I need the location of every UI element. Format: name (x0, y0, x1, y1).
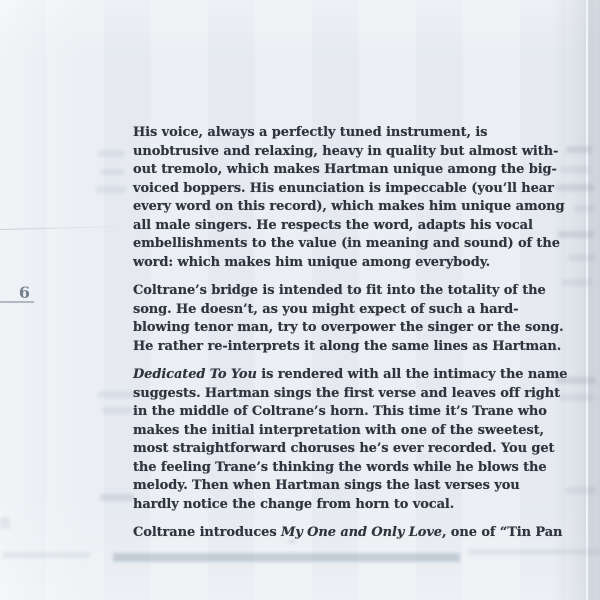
bleedthrough-mark (100, 494, 134, 501)
liner-notes-text (133, 124, 585, 553)
text-segment: Coltrane’s bridge is intended to fit into the totality of the (133, 283, 546, 298)
bleedthrough-mark (556, 377, 596, 384)
text-line (133, 161, 585, 180)
text-segment: melody. Then when Hartman sings the last verses you (133, 478, 520, 493)
text-segment: makes the initial interpretation with one of the sweetest, (133, 422, 544, 438)
bleedthrough-mark (566, 487, 596, 494)
bleedthrough-mark (556, 184, 594, 191)
text-segment: every word on this record), which makes him unique among (133, 199, 565, 214)
song-title: Dedicated To You (133, 367, 257, 382)
bleedthrough-mark (0, 517, 10, 529)
text-segment: voiced boppers. His enunciation is impeccable (you’ll hear (133, 180, 554, 196)
text-line (133, 198, 585, 217)
text-segment: blowing tenor man, try to overpower the singer or the song. (133, 320, 564, 335)
text-line (133, 366, 585, 385)
text-line (133, 180, 585, 199)
text-segment: out tremolo, which makes Hartman unique among the big- (133, 162, 557, 177)
text-segment: the feeling Trane’s thinking the words while he blows the (133, 459, 547, 475)
bleedthrough-mark (560, 394, 594, 401)
bleedthrough-mark (560, 166, 590, 173)
text-segment: embellishments to the value (in meaning and sound) of the (133, 236, 560, 251)
text-line (133, 124, 585, 143)
text-segment: He rather re-interprets it along the same lines as Hartman. (133, 338, 562, 354)
bleedthrough-mark (100, 169, 124, 175)
paper-crease-right (586, 0, 588, 600)
bleedthrough-mark (98, 391, 134, 398)
text-segment: , one of “Tin Pan (441, 525, 563, 540)
text-segment: is rendered with all the intimacy the name (256, 367, 568, 382)
page-number-text: 6 (18, 283, 30, 302)
text-line (133, 403, 585, 422)
paragraph (133, 282, 585, 356)
text-line (133, 319, 585, 338)
text-segment: all male singers. He respects the word, adapts his vocal (133, 217, 533, 233)
bleedthrough-mark (113, 553, 460, 562)
page-number (0, 283, 34, 303)
text-line (133, 217, 585, 236)
text-segment: most straightforward choruses he’s ever recorded. You get (133, 441, 555, 456)
bleedthrough-mark (468, 549, 600, 555)
text-line (133, 477, 585, 496)
bleedthrough-mark (558, 231, 594, 238)
text-segment: hardly notice the change from horn to vocal. (133, 496, 455, 512)
bleedthrough-mark (288, 540, 296, 543)
bleedthrough-mark (566, 146, 592, 153)
bleedthrough-mark (568, 254, 596, 261)
text-line (133, 143, 585, 162)
paper-crease-left (0, 226, 130, 230)
bleedthrough-mark (98, 150, 124, 157)
text-segment: suggests. Hartman sings the first verse and leaves off right (133, 385, 561, 401)
text-segment: in the middle of Coltrane’s horn. This time it’s Trane who (133, 404, 547, 419)
text-line (133, 422, 585, 441)
text-line (133, 338, 585, 357)
text-line (133, 524, 585, 543)
paragraph (133, 366, 585, 514)
bleedthrough-mark (2, 552, 90, 558)
bleedthrough-mark (102, 407, 132, 414)
bleedthrough-mark (96, 186, 126, 193)
text-segment: Coltrane introduces (133, 525, 281, 540)
paragraph (133, 124, 585, 272)
text-line (133, 301, 585, 320)
text-line (133, 496, 585, 515)
bleedthrough-mark (562, 279, 592, 286)
song-title: My One and Only Love (280, 525, 442, 540)
text-segment: song. He doesn’t, as you might expect of such a hard- (133, 301, 519, 317)
text-line (133, 385, 585, 404)
text-line (133, 235, 585, 254)
text-line (133, 282, 585, 301)
text-line (133, 254, 585, 273)
text-segment: His voice, always a perfectly tuned instrument, is (133, 125, 488, 140)
bleedthrough-mark (574, 205, 594, 212)
paragraph (133, 524, 585, 543)
text-line (133, 459, 585, 478)
text-line (133, 440, 585, 459)
text-segment: unobtrusive and relaxing, heavy in quality but almost with- (133, 143, 559, 159)
text-segment: word: which makes him unique among everybody. (133, 254, 491, 270)
